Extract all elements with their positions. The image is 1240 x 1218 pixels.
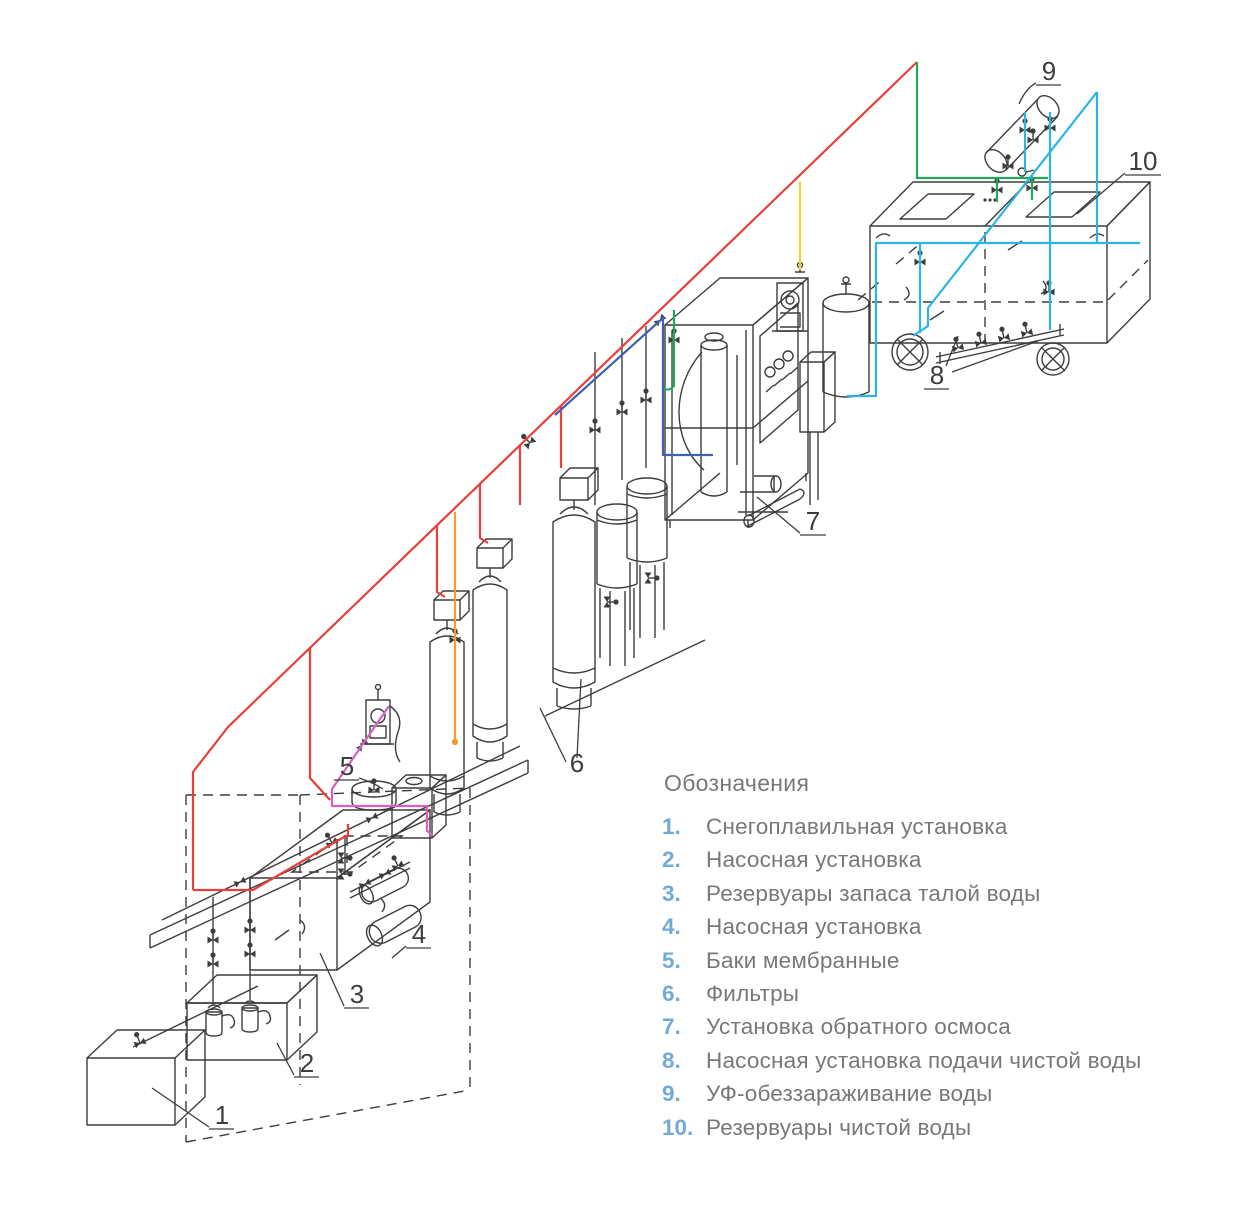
- legend-item-number: 5.: [662, 947, 681, 973]
- pipe-blue: [555, 318, 713, 455]
- callout-4: 4: [411, 919, 427, 949]
- legend-item-number: 6.: [662, 981, 681, 1007]
- callout-5: 5: [339, 751, 355, 781]
- legend-item-label: Насосная установка: [706, 847, 922, 873]
- legend-item-4: [662, 910, 1232, 943]
- legend-item-1: [662, 810, 1232, 843]
- legend-item-label: Резервуары чистой воды: [706, 1114, 972, 1140]
- callout-6: 6: [569, 748, 585, 778]
- legend-item-6: [662, 977, 1232, 1010]
- callout-9: 9: [1041, 56, 1057, 86]
- antiscalant-doser: [772, 263, 808, 332]
- legend-item-number: 10.: [662, 1114, 694, 1140]
- legend-item-5: [662, 944, 1232, 977]
- legend-item-label: Насосная установка: [706, 914, 922, 940]
- legend-item-number: 9.: [662, 1081, 681, 1107]
- legend-item-label: УФ-обеззараживание воды: [706, 1081, 993, 1107]
- legend-item-3: [662, 877, 1232, 910]
- station-box: [800, 352, 835, 505]
- callout-3: 3: [349, 979, 365, 1009]
- legend-item-label: Снегоплавильная установка: [706, 814, 1008, 839]
- callout-2: 2: [299, 1048, 315, 1078]
- legend-title: Обозначения: [664, 770, 810, 796]
- legend-item-number: 8.: [662, 1047, 681, 1073]
- callout-1: 1: [214, 1100, 230, 1130]
- snow-melting-unit: [87, 986, 258, 1125]
- legend-item-label: Резервуары запаса талой воды: [706, 880, 1041, 906]
- legend-item-label: Насосная установка подачи чистой воды: [706, 1047, 1142, 1073]
- legend-item-8: [662, 1044, 1232, 1077]
- dosing-unit: [360, 685, 400, 763]
- clean-water-pumps: [892, 320, 1069, 375]
- legend: [662, 770, 1232, 1144]
- legend-item-number: 4.: [662, 914, 681, 940]
- legend-item-9: [662, 1077, 1232, 1110]
- legend-item-label: Фильтры: [706, 981, 800, 1007]
- legend-item-label: Установка обратного осмоса: [706, 1014, 1011, 1040]
- legend-item-10: [662, 1111, 1232, 1144]
- callout-7: 7: [805, 506, 821, 536]
- legend-item-label: Баки мембранные: [706, 947, 900, 973]
- pipe-orange: [452, 512, 458, 745]
- legend-item-number: 3.: [662, 880, 681, 906]
- callout-10: 10: [1128, 146, 1158, 176]
- reverse-osmosis-unit: [665, 278, 808, 528]
- legend-item-number: 7.: [662, 1014, 681, 1040]
- buffer-tank: [823, 277, 869, 397]
- legend-item-number: 1.: [662, 814, 681, 839]
- legend-item-number: 2.: [662, 847, 681, 873]
- leg-tanks: [545, 326, 705, 716]
- legend-item-7: [662, 1010, 1232, 1043]
- callout-8: 8: [929, 360, 945, 390]
- legend-item-2: [662, 843, 1232, 876]
- legend-list: [662, 810, 1232, 1144]
- pipe-red: [193, 62, 917, 890]
- clean-water-reservoirs: [870, 182, 1150, 343]
